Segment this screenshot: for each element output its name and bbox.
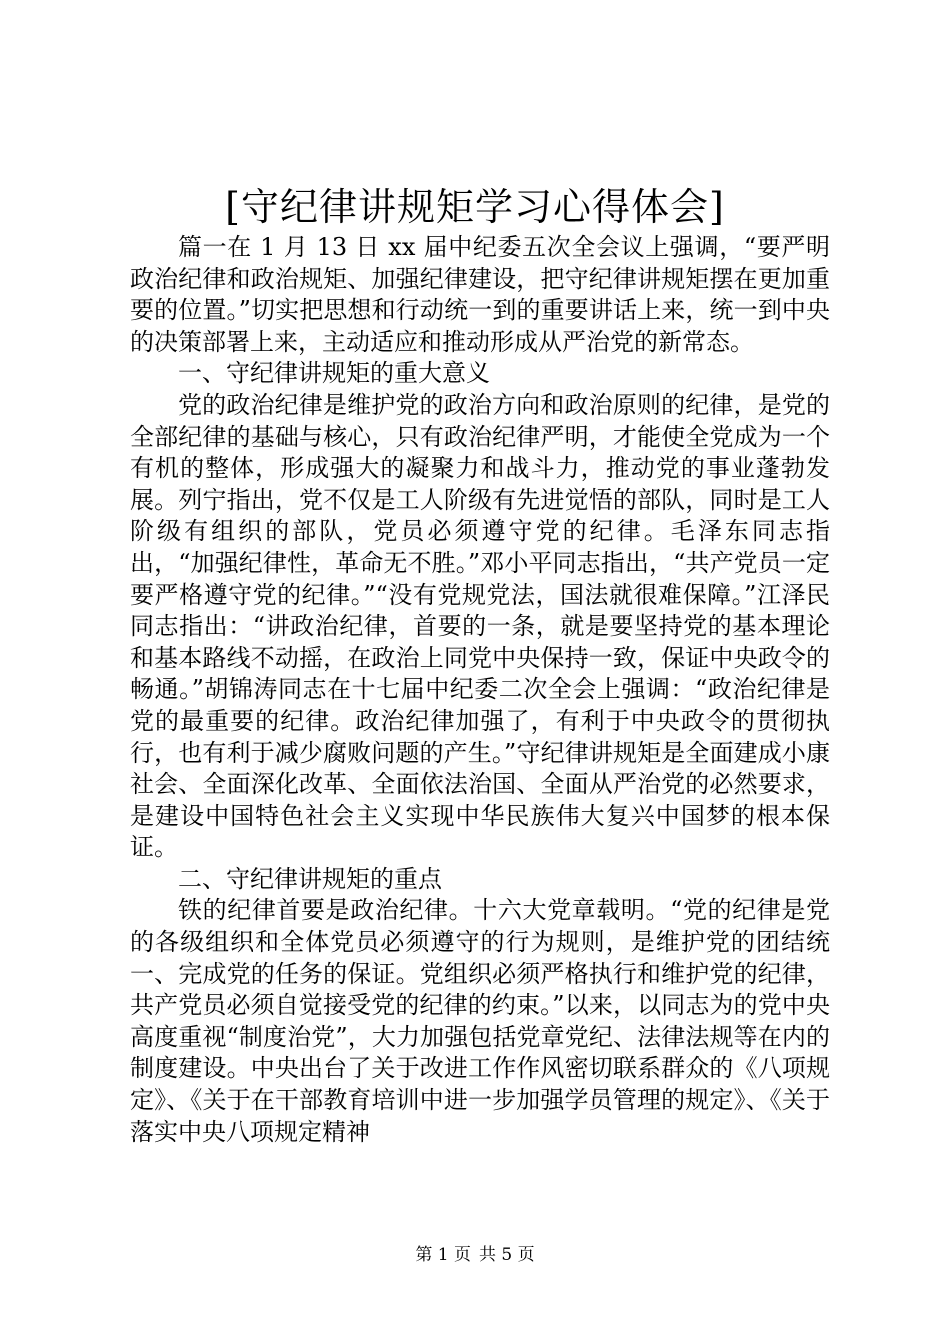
document-body [130, 232, 830, 1148]
page-number-total: 共 5 页 [479, 1245, 535, 1265]
page-number-current: 第 1 页 [415, 1245, 471, 1265]
document-title: [守纪律讲规矩学习心得体会] [225, 185, 725, 229]
section-heading-2: 二、守纪律讲规矩的重点 [178, 864, 442, 893]
section-heading-1: 一、守纪律讲规矩的重大意义 [178, 359, 490, 388]
paragraph-section-1: 党的政治纪律是维护党的政治方向和政治原则的纪律，是党的全部纪律的基础与核心，只有政治纪律严明，才能使全党成为一个有机的整体，形成强大的凝聚力和战斗力，推动党的事业蓬勃发展。列宁指出，党不仅是工人阶级有先进觉悟的部队，同时是工人阶级有组织的部队，党员必须遵守党的纪律。毛泽东同志指出，“加强纪律性，革命无不胜。”邓小平同志指出，“共产党员一定要严格遵守党的纪律。”“没有党规党法，国法就很难保障。”江泽民同志指出：“讲政治纪律，首要的一条，就是要坚持党的基本理论和基本路线不动摇，在政治上同党中央保持一致，保证中央政令的畅通。”胡锦涛同志在十七届中纪委二次全会上强调：“政治纪律是党的最重要的纪律。政治纪律加强了，有利于中央政令的贯彻执行，也有利于减少腐败问题的产生。”守纪律讲规矩是全面建成小康社会、全面深化改革、全面依法治国、全面从严治党的必然要求，是建设中国特色社会主义实现中华民族伟大复兴中国梦的根本保证。 [130, 390, 830, 862]
page-footer [0, 1244, 950, 1266]
paragraph-intro: 篇一在 1 月 13 日 xx 届中纪委五次全会议上强调，“要严明政治纪律和政治规矩、加强纪律建设，把守纪律讲规矩摆在更加重要的位置。”切实把思想和行动统一到的重要讲话上来，统一到中央的决策部署上来，主动适应和推动形成从严治党的新常态。 [130, 233, 830, 356]
paragraph-section-2: 铁的纪律首要是政治纪律。十六大党章载明。“党的纪律是党的各级组织和全体党员必须遵守的行为规则，是维护党的团结统一、完成党的任务的保证。党组织必须严格执行和维护党的纪律，共产党员必须自觉接受党的纪律的约束。”以来，以同志为的党中央高度重视“制度治党”，大力加强包括党章党纪、法律法规等在内的制度建设。中央出台了关于改进工作作风密切联系群众的《八项规定》、《关于在干部教育培训中进一步加强学员管理的规定》、《关于落实中央八项规定精神 [130, 896, 830, 1146]
